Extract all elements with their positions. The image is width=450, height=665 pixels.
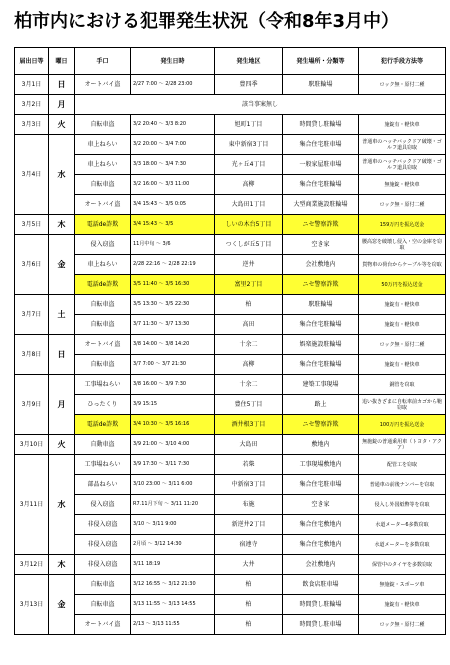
report-date: 3月7日 (15, 295, 49, 335)
district: 新逆井2丁目 (215, 515, 283, 535)
table-row (15, 595, 446, 615)
crime-method: 電話de詐欺 (75, 215, 131, 235)
report-date: 3月1日 (15, 75, 49, 95)
occurrence-time: 3/12 16:55 ～ 3/12 21:30 (131, 575, 215, 595)
table-row (15, 335, 446, 355)
crime-method: 非侵入窃盗 (75, 535, 131, 555)
weekday: 日 (49, 335, 75, 375)
table-row (15, 575, 446, 595)
occurrence-time: 3/4 15:43 ～ 3/5 (131, 215, 215, 235)
crime-method: オートバイ盗 (75, 615, 131, 635)
table-row (15, 495, 446, 515)
table-row (15, 295, 446, 315)
district: しいの木台5丁目 (215, 215, 283, 235)
modus: 銅管を窃取 (359, 375, 446, 395)
table-row (15, 475, 446, 495)
crime-method: 電話de詐欺 (75, 275, 131, 295)
weekday: 火 (49, 435, 75, 455)
table-row (15, 435, 446, 455)
occurrence-time: 3/9 15:15 (131, 395, 215, 415)
crime-method: オートバイ盗 (75, 195, 131, 215)
report-date: 3月9日 (15, 375, 49, 435)
modus: 159万円を振込送金 (359, 215, 446, 235)
district: 光ヶ丘4丁目 (215, 155, 283, 175)
occurrence-time: 3/8 16:00 ～ 3/9 7:30 (131, 375, 215, 395)
location: 空き家 (283, 495, 359, 515)
location: 一般家屋駐車場 (283, 155, 359, 175)
location: 建築工事現場 (283, 375, 359, 395)
crime-method: 侵入窃盗 (75, 495, 131, 515)
district: 東中新宿3丁目 (215, 135, 283, 155)
crime-method: 自転車盗 (75, 115, 131, 135)
occurrence-time: 3/8 14:00 ～ 3/8 14:20 (131, 335, 215, 355)
crime-method: 自転車盗 (75, 315, 131, 335)
modus: 保管中のタイヤを多数窃取 (359, 555, 446, 575)
location: ニセ警察詐欺 (283, 415, 359, 435)
table-row (15, 535, 446, 555)
district: 柏 (215, 615, 283, 635)
no-incident-note: 該当事案無し (75, 95, 446, 115)
district: 酒井根3丁目 (215, 415, 283, 435)
report-date: 3月3日 (15, 115, 49, 135)
district: 大島田 (215, 435, 283, 455)
modus: ロック無・原付二種 (359, 615, 446, 635)
modus: 普通車のハッチバックドア破壊・ゴルフ道具窃取 (359, 155, 446, 175)
modus: 貨物車の荷台からケーブル等を窃取 (359, 255, 446, 275)
table-row (15, 455, 446, 475)
location: 大型商業施設駐輪場 (283, 195, 359, 215)
table-row (15, 115, 446, 135)
table-row (15, 555, 446, 575)
crime-method: 非侵入窃盗 (75, 555, 131, 575)
modus: 施錠有・軽快車 (359, 355, 446, 375)
district: 逆井 (215, 255, 283, 275)
district: 柏 (215, 595, 283, 615)
district: 十余二 (215, 375, 283, 395)
table-row (15, 95, 446, 115)
col-header-time: 発生日時 (131, 48, 215, 75)
crime-method: 自転車盗 (75, 595, 131, 615)
crime-method: 車上ねらい (75, 255, 131, 275)
occurrence-time: 3/11 18:19 (131, 555, 215, 575)
table-row (15, 395, 446, 415)
location: 娯楽施設駐輪場 (283, 335, 359, 355)
crime-method: 電話de詐欺 (75, 415, 131, 435)
report-date: 3月2日 (15, 95, 49, 115)
weekday: 土 (49, 295, 75, 335)
district: 富里2丁目 (215, 275, 283, 295)
location: 集合住宅敷地内 (283, 515, 359, 535)
weekday: 月 (49, 375, 75, 435)
crime-method: 自転車盗 (75, 355, 131, 375)
occurrence-time: 2/28 22:16 ～ 2/28 22:19 (131, 255, 215, 275)
district: 旭町1丁目 (215, 115, 283, 135)
col-header-date: 届出日等 (15, 48, 49, 75)
crime-method: 工事場ねらい (75, 455, 131, 475)
table-row (15, 135, 446, 155)
district: 十余二 (215, 335, 283, 355)
occurrence-time: 3/10 ～ 3/11 9:00 (131, 515, 215, 535)
modus: 無施錠・スポーツ車 (359, 575, 446, 595)
crime-method: 自動車盗 (75, 435, 131, 455)
occurrence-time: 3/3 18:00 ～ 3/4 7:30 (131, 155, 215, 175)
location: 敷地内 (283, 435, 359, 455)
occurrence-time: 3/2 20:00 ～ 3/4 7:00 (131, 135, 215, 155)
modus: 50万円を振込送金 (359, 275, 446, 295)
occurrence-time: 3/2 16:00 ～ 3/3 11:00 (131, 175, 215, 195)
page-title: 柏市内における犯罪発生状況（令和8年3月中） (14, 11, 400, 32)
header-row (15, 48, 446, 75)
occurrence-time: 3/10 23:00 ～ 3/11 6:00 (131, 475, 215, 495)
occurrence-time: 3/13 11:55 ～ 3/13 14:55 (131, 595, 215, 615)
location: 集合住宅駐輪場 (283, 175, 359, 195)
report-date: 3月5日 (15, 215, 49, 235)
crime-method: 自転車盗 (75, 575, 131, 595)
location: 時間貸し駐輪場 (283, 115, 359, 135)
district: 高柳 (215, 355, 283, 375)
location: 集合住宅駐輪場 (283, 315, 359, 335)
weekday: 火 (49, 115, 75, 135)
crime-method: 工事場ねらい (75, 375, 131, 395)
district: 豊住5丁目 (215, 395, 283, 415)
occurrence-time: 3/7 7:00 ～ 3/7 21:30 (131, 355, 215, 375)
occurrence-time: 2/13 ～ 3/13 11:55 (131, 615, 215, 635)
modus: 腰高窓を破壊し侵入・空の金庫を窃取 (359, 235, 446, 255)
location: 時間貸し駐車場 (283, 615, 359, 635)
table-row (15, 615, 446, 635)
modus: 無施錠の普通乗用車（トヨタ・アクア） (359, 435, 446, 455)
table-row (15, 315, 446, 335)
col-header-place: 発生場所・分類等 (283, 48, 359, 75)
district: 柏 (215, 295, 283, 315)
location: ニセ警察詐欺 (283, 275, 359, 295)
table-row (15, 415, 446, 435)
table-row (15, 515, 446, 535)
location: 集合住宅駐車場 (283, 475, 359, 495)
occurrence-time: 3/9 17:30 ～ 3/11 7:30 (131, 455, 215, 475)
district: 豊四季 (215, 75, 283, 95)
modus: 施錠有・軽快車 (359, 595, 446, 615)
occurrence-time: 3/4 10:30 ～ 3/5 16:16 (131, 415, 215, 435)
location: 時間貸し駐輪場 (283, 595, 359, 615)
district: 大井 (215, 555, 283, 575)
modus: ロック無・原付二種 (359, 75, 446, 95)
weekday: 木 (49, 555, 75, 575)
col-header-detail: 犯行手段方法等 (359, 48, 446, 75)
modus: 普通車のハッチバックドア破壊・ゴルフ道具窃取 (359, 135, 446, 155)
occurrence-time: 3/5 11:40 ～ 3/5 16:30 (131, 275, 215, 295)
location: 会社敷地内 (283, 255, 359, 275)
col-header-area: 発生地区 (215, 48, 283, 75)
weekday: 日 (49, 75, 75, 95)
district: 大島田1丁目 (215, 195, 283, 215)
location: 飲食店駐車場 (283, 575, 359, 595)
crime-method: オートバイ盗 (75, 335, 131, 355)
modus: 侵入し外国紙幣等を窃取 (359, 495, 446, 515)
report-date: 3月13日 (15, 575, 49, 635)
occurrence-time: 3/7 11:30 ～ 3/7 13:30 (131, 315, 215, 335)
modus: 水道メーター6多数窃取 (359, 515, 446, 535)
weekday: 月 (49, 95, 75, 115)
table-row (15, 195, 446, 215)
table-row (15, 215, 446, 235)
occurrence-time: R7.11月下旬 ～ 3/11 11:20 (131, 495, 215, 515)
table-row (15, 275, 446, 295)
report-date: 3月8日 (15, 335, 49, 375)
modus: 普通車の前後ナンバーを窃取 (359, 475, 446, 495)
table-row (15, 375, 446, 395)
crime-method: 車上ねらい (75, 155, 131, 175)
report-date: 3月4日 (15, 135, 49, 215)
location: ニセ警察詐欺 (283, 215, 359, 235)
occurrence-time: 3/9 21:00 ～ 3/10 4:00 (131, 435, 215, 455)
weekday: 水 (49, 135, 75, 215)
table-row (15, 355, 446, 375)
weekday: 水 (49, 455, 75, 555)
modus: 施錠有・軽快車 (359, 315, 446, 335)
crime-method: 自転車盗 (75, 175, 131, 195)
district: 柏 (215, 575, 283, 595)
crime-method: ひったくり (75, 395, 131, 415)
location: 集合住宅駐車場 (283, 135, 359, 155)
report-date: 3月11日 (15, 455, 49, 555)
modus: 水道メーターを多数窃取 (359, 535, 446, 555)
district: 高柳 (215, 175, 283, 195)
table-row (15, 175, 446, 195)
modus: 施錠有・軽快車 (359, 295, 446, 315)
district: 若柴 (215, 455, 283, 475)
modus: ロック無・原付二種 (359, 335, 446, 355)
crime-method: 部品ねらい (75, 475, 131, 495)
crime-method: 侵入窃盗 (75, 235, 131, 255)
weekday: 金 (49, 235, 75, 295)
location: 工事現場敷地内 (283, 455, 359, 475)
col-header-method: 手口 (75, 48, 131, 75)
occurrence-time: 11月中旬 ～ 3/6 (131, 235, 215, 255)
report-date: 3月10日 (15, 435, 49, 455)
table-row (15, 235, 446, 255)
modus: 100万円を振込送金 (359, 415, 446, 435)
crime-method: 非侵入窃盗 (75, 515, 131, 535)
weekday: 金 (49, 575, 75, 635)
occurrence-time: 3/5 13:30 ～ 3/5 22:30 (131, 295, 215, 315)
col-header-day: 曜日 (49, 48, 75, 75)
report-date: 3月6日 (15, 235, 49, 295)
crime-method: 自転車盗 (75, 295, 131, 315)
occurrence-time: 3/4 15:43 ～ 3/5 0:05 (131, 195, 215, 215)
report-date: 3月12日 (15, 555, 49, 575)
crime-method: 車上ねらい (75, 135, 131, 155)
modus: 配管工を窃取 (359, 455, 446, 475)
modus: 無施錠・軽快車 (359, 175, 446, 195)
location: 集合住宅敷地内 (283, 535, 359, 555)
crime-table (14, 47, 446, 635)
crime-method: オートバイ盗 (75, 75, 131, 95)
modus: ロック無・原付二種 (359, 195, 446, 215)
location: 駅駐輪場 (283, 295, 359, 315)
modus: 施錠有・軽快車 (359, 115, 446, 135)
table-row (15, 75, 446, 95)
district: 中新宿3丁目 (215, 475, 283, 495)
table-row (15, 255, 446, 275)
location: 空き家 (283, 235, 359, 255)
occurrence-time: 2月頃 ～ 3/12 14:30 (131, 535, 215, 555)
weekday: 木 (49, 215, 75, 235)
district: 高田 (215, 315, 283, 335)
location: 集合住宅駐輪場 (283, 355, 359, 375)
district: つくしが丘5丁目 (215, 235, 283, 255)
district: 宿連寺 (215, 535, 283, 555)
occurrence-time: 3/2 20:40 ～ 3/3 8:20 (131, 115, 215, 135)
table-row (15, 155, 446, 175)
modus: 追い抜きざまに自転車前カゴから鞄窃取 (359, 395, 446, 415)
location: 駅駐輪場 (283, 75, 359, 95)
location: 路上 (283, 395, 359, 415)
district: 布施 (215, 495, 283, 515)
occurrence-time: 2/27 7:00 ～ 2/28 23:00 (131, 75, 215, 95)
location: 会社敷地内 (283, 555, 359, 575)
